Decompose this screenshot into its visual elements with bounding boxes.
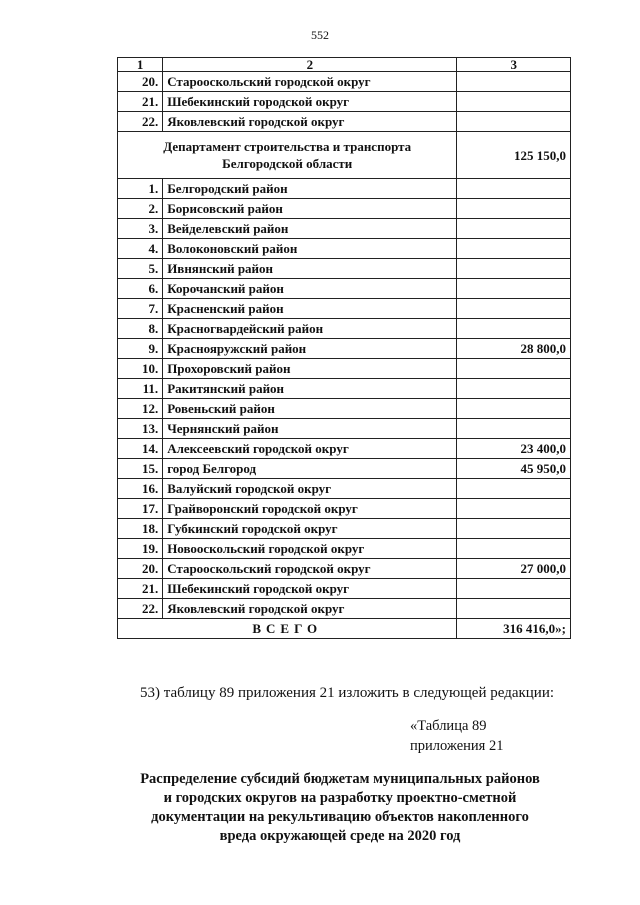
row-number: 6. xyxy=(118,279,163,299)
total-row xyxy=(118,619,571,639)
row-name: Грайворонский городской округ xyxy=(163,499,457,519)
amendment-instruction: 53) таблицу 89 приложения 21 изложить в следующей редакции: xyxy=(140,685,555,701)
table-row xyxy=(118,539,571,559)
row-value xyxy=(457,279,571,299)
department-value: 125 150,0 xyxy=(457,132,571,179)
total-label: ВСЕГО xyxy=(118,619,457,639)
row-number: 10. xyxy=(118,359,163,379)
row-name: Алексеевский городской округ xyxy=(163,439,457,459)
row-value xyxy=(457,72,571,92)
table-row xyxy=(118,279,571,299)
row-number: 7. xyxy=(118,299,163,319)
row-name: Красногвардейский район xyxy=(163,319,457,339)
table-row xyxy=(118,599,571,619)
table-row xyxy=(118,92,571,112)
row-number: 5. xyxy=(118,259,163,279)
row-name: Краснояружский район xyxy=(163,339,457,359)
row-number: 9. xyxy=(118,339,163,359)
row-number: 2. xyxy=(118,199,163,219)
table-row xyxy=(118,519,571,539)
row-name: Волоконовский район xyxy=(163,239,457,259)
title-line-1: Распределение субсидий бюджетам муниципальных районов xyxy=(140,771,540,787)
row-name: Ракитянский район xyxy=(163,379,457,399)
row-name: Старооскольский городской округ xyxy=(163,72,457,92)
subsidy-table xyxy=(117,57,571,639)
row-name: Красненский район xyxy=(163,299,457,319)
total-value: 316 416,0»; xyxy=(457,619,571,639)
row-number: 22. xyxy=(118,599,163,619)
table-row xyxy=(118,259,571,279)
row-value xyxy=(457,219,571,239)
row-value: 23 400,0 xyxy=(457,439,571,459)
row-number: 20. xyxy=(118,559,163,579)
row-number: 11. xyxy=(118,379,163,399)
table-row xyxy=(118,379,571,399)
table-row xyxy=(118,72,571,92)
row-value: 45 950,0 xyxy=(457,459,571,479)
table-reference-line1: «Таблица 89 xyxy=(410,718,487,734)
row-number: 15. xyxy=(118,459,163,479)
title-line-2: и городских округов на разработку проектно-сметной xyxy=(163,790,517,806)
table-row xyxy=(118,239,571,259)
row-value xyxy=(457,479,571,499)
table-row xyxy=(118,459,571,479)
row-value xyxy=(457,92,571,112)
table-row xyxy=(118,319,571,339)
table-row xyxy=(118,499,571,519)
row-number: 17. xyxy=(118,499,163,519)
column-header-number: 1 xyxy=(118,58,163,72)
row-number: 22. xyxy=(118,112,163,132)
department-name-line1: Департамент строительства и транспорта xyxy=(163,139,412,154)
row-value xyxy=(457,299,571,319)
row-value xyxy=(457,359,571,379)
page-number: 552 xyxy=(311,28,329,42)
row-number: 19. xyxy=(118,539,163,559)
row-value xyxy=(457,199,571,219)
title-line-4: вреда окружающей среде на 2020 год xyxy=(219,828,461,844)
row-number: 13. xyxy=(118,419,163,439)
row-name: Вейделевский район xyxy=(163,219,457,239)
row-name: Губкинский городской округ xyxy=(163,519,457,539)
table-row xyxy=(118,399,571,419)
row-name: Ивнянский район xyxy=(163,259,457,279)
table-row xyxy=(118,559,571,579)
table-row xyxy=(118,179,571,199)
row-number: 18. xyxy=(118,519,163,539)
row-number: 14. xyxy=(118,439,163,459)
table-row xyxy=(118,479,571,499)
row-value: 27 000,0 xyxy=(457,559,571,579)
row-value xyxy=(457,419,571,439)
table-title xyxy=(0,770,640,846)
row-name: Корочанский район xyxy=(163,279,457,299)
row-name: Валуйский городской округ xyxy=(163,479,457,499)
row-value: 28 800,0 xyxy=(457,339,571,359)
row-value xyxy=(457,499,571,519)
row-name: Борисовский район xyxy=(163,199,457,219)
row-name: Шебекинский городской округ xyxy=(163,92,457,112)
row-name: Чернянский район xyxy=(163,419,457,439)
row-number: 12. xyxy=(118,399,163,419)
column-header-name: 2 xyxy=(163,58,457,72)
row-number: 4. xyxy=(118,239,163,259)
row-value xyxy=(457,319,571,339)
table-header-row xyxy=(118,58,571,72)
row-value xyxy=(457,399,571,419)
row-number: 16. xyxy=(118,479,163,499)
table-row xyxy=(118,579,571,599)
row-number: 1. xyxy=(118,179,163,199)
table-row xyxy=(118,299,571,319)
table-row xyxy=(118,439,571,459)
row-value xyxy=(457,599,571,619)
row-number: 8. xyxy=(118,319,163,339)
row-number: 21. xyxy=(118,579,163,599)
row-value xyxy=(457,259,571,279)
row-name: Шебекинский городской округ xyxy=(163,579,457,599)
row-value xyxy=(457,179,571,199)
row-number: 20. xyxy=(118,72,163,92)
department-row xyxy=(118,132,571,179)
row-value xyxy=(457,579,571,599)
row-value xyxy=(457,379,571,399)
table-row xyxy=(118,359,571,379)
table-row xyxy=(118,219,571,239)
row-name: Яковлевский городской округ xyxy=(163,112,457,132)
table-row xyxy=(118,112,571,132)
row-number: 21. xyxy=(118,92,163,112)
department-name xyxy=(118,132,457,179)
row-number: 3. xyxy=(118,219,163,239)
row-name: Старооскольский городской округ xyxy=(163,559,457,579)
row-name: Новооскольский городской округ xyxy=(163,539,457,559)
row-value xyxy=(457,519,571,539)
title-line-3: документации на рекультивацию объектов накопленного xyxy=(151,809,529,825)
column-header-value: 3 xyxy=(457,58,571,72)
table-row xyxy=(118,199,571,219)
row-value xyxy=(457,539,571,559)
table-row xyxy=(118,419,571,439)
row-value xyxy=(457,112,571,132)
row-name: Прохоровский район xyxy=(163,359,457,379)
table-row xyxy=(118,339,571,359)
row-name: Яковлевский городской округ xyxy=(163,599,457,619)
row-name: Ровеньский район xyxy=(163,399,457,419)
table-reference-line2: приложения 21 xyxy=(410,738,504,754)
table-reference xyxy=(410,716,503,756)
row-value xyxy=(457,239,571,259)
row-name: город Белгород xyxy=(163,459,457,479)
row-name: Белгородский район xyxy=(163,179,457,199)
department-name-line2: Белгородской области xyxy=(222,156,353,171)
